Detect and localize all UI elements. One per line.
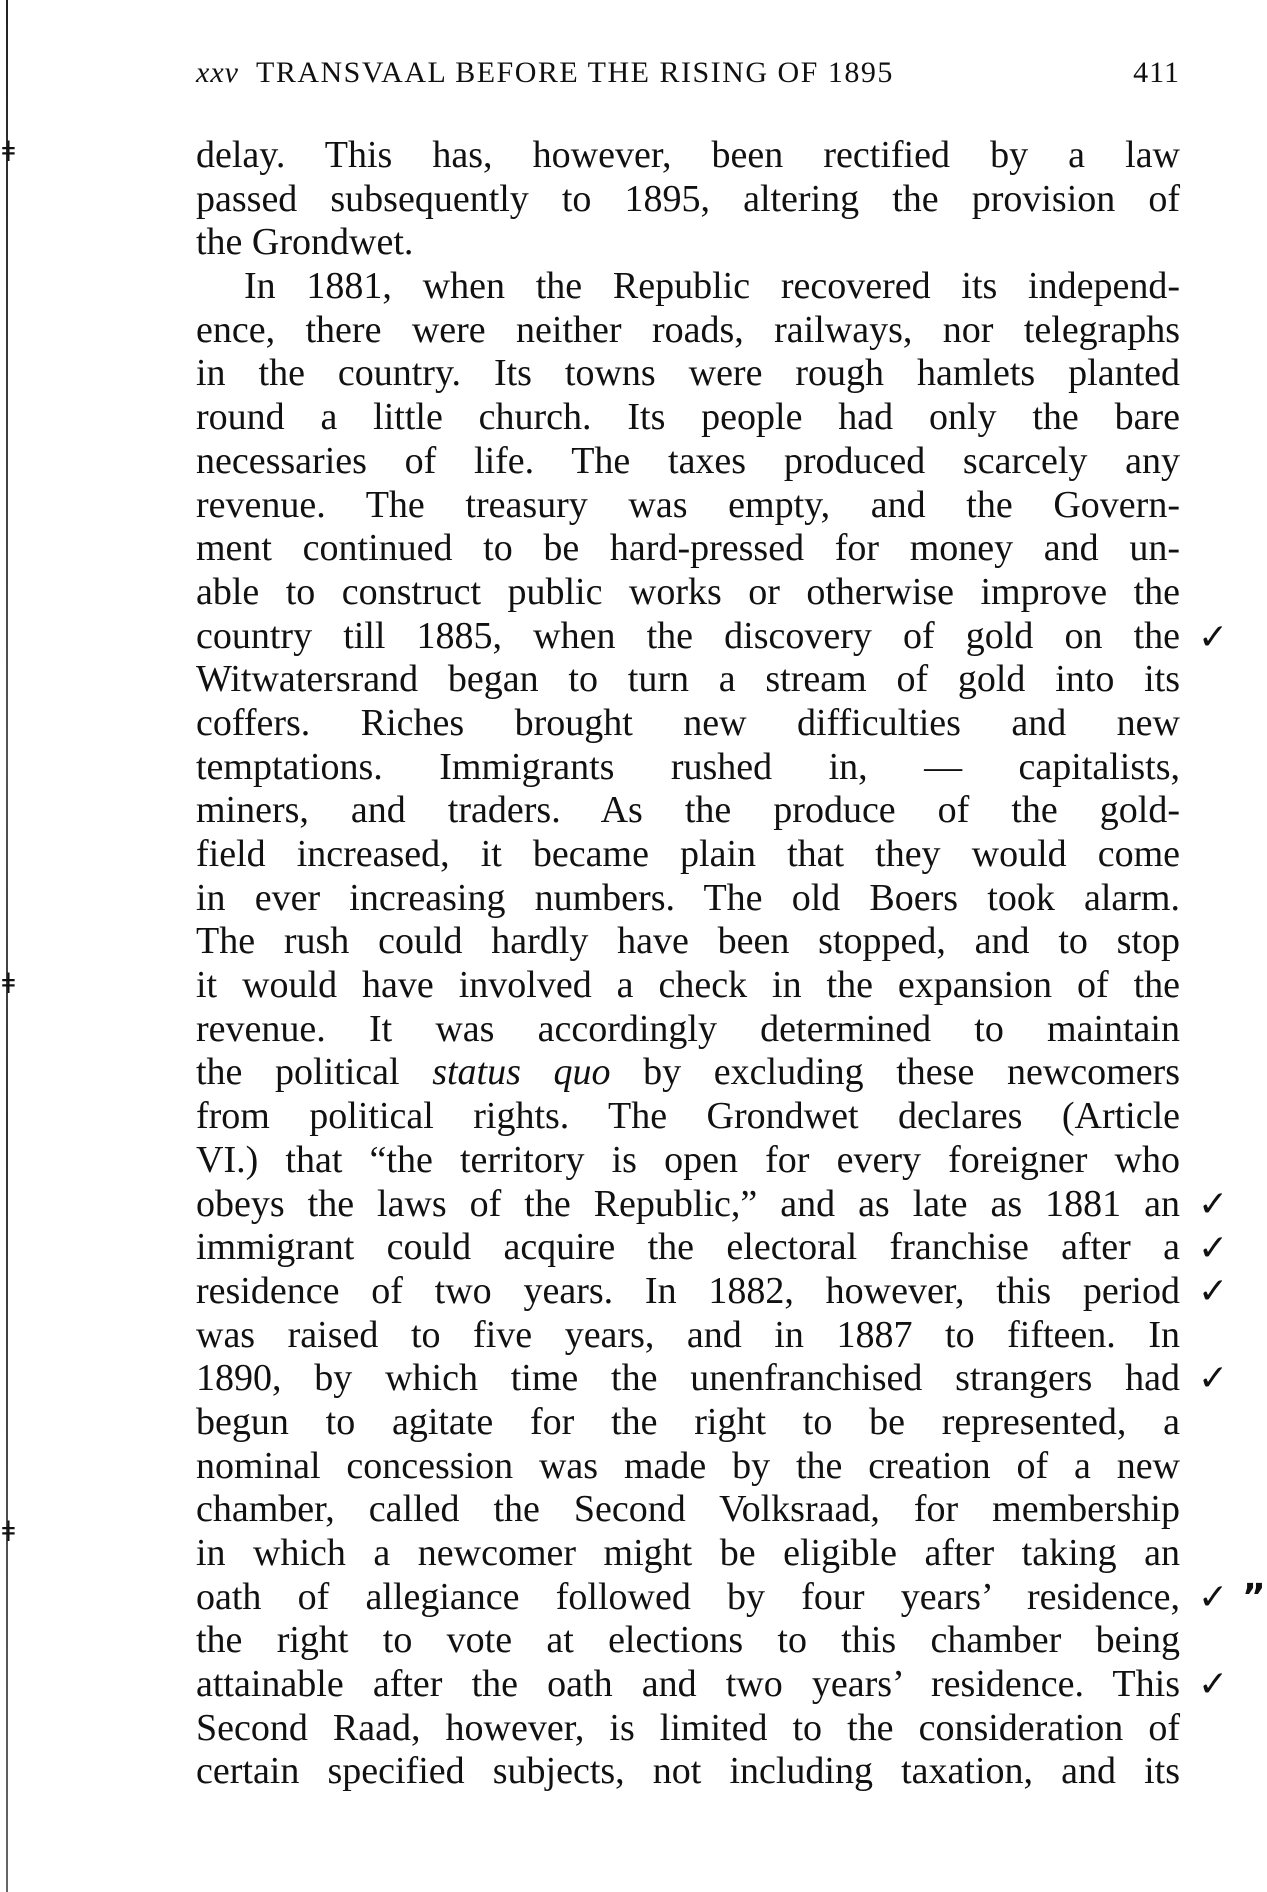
text-line: oath of allegiance followed by four years’ residence, bbox=[196, 1575, 1180, 1618]
text-segment: by excluding these newcomers bbox=[610, 1051, 1180, 1094]
text-line: passed subsequently to 1895, altering the provision of bbox=[196, 177, 1180, 220]
text-line: immigrant could acquire the electoral franchise after a bbox=[196, 1226, 1180, 1269]
text-line: The rush could hardly have been stopped, and to stop bbox=[196, 920, 1180, 963]
handwritten-check-mark: ✓ bbox=[1198, 1358, 1229, 1399]
gutter-tick-mark: ǂ bbox=[2, 967, 15, 1000]
binding-gutter-line bbox=[6, 0, 8, 1892]
gutter-tick-mark: ǂ bbox=[2, 135, 15, 168]
text-line: VI.) that “the territory is open for every foreigner who bbox=[196, 1138, 1180, 1181]
text-line: ence, there were neither roads, railways, nor telegraphs bbox=[196, 308, 1180, 351]
text-line: revenue. It was accordingly determined to maintain bbox=[196, 1007, 1180, 1050]
page-number: 411 bbox=[1133, 56, 1180, 89]
text-line: in ever increasing numbers. The old Boers took alarm. bbox=[196, 876, 1180, 919]
text-line: begun to agitate for the right to be represented, a bbox=[196, 1400, 1180, 1443]
text-line: able to construct public works or otherwise improve the bbox=[196, 570, 1180, 613]
text-line: revenue. The treasury was empty, and the Govern- bbox=[196, 483, 1180, 526]
handwritten-check-mark: ✓ bbox=[1198, 1228, 1229, 1269]
text-line: Second Raad, however, is limited to the consideration of bbox=[196, 1706, 1180, 1749]
paragraph-start-line: In 1881, when the Republic recovered its independ- bbox=[244, 265, 1180, 308]
handwritten-check-mark: ✓ bbox=[1198, 1577, 1229, 1618]
text-line: in the country. Its towns were rough hamlets planted bbox=[196, 352, 1180, 395]
text-segment: the political bbox=[196, 1051, 433, 1094]
text-line: ment continued to be hard-pressed for money and un- bbox=[196, 527, 1180, 570]
text-line: temptations. Immigrants rushed in, — capitalists, bbox=[196, 745, 1180, 788]
handwritten-ditto-mark: ” bbox=[1242, 1577, 1266, 1618]
text-line: residence of two years. In 1882, however, this period bbox=[196, 1269, 1180, 1312]
text-line: in which a newcomer might be eligible after taking an bbox=[196, 1532, 1180, 1574]
body-text bbox=[196, 134, 1180, 1794]
handwritten-check-mark: ✓ bbox=[1198, 1271, 1229, 1312]
text-line: obeys the laws of the Republic,” and as late as 1881 an bbox=[196, 1182, 1180, 1225]
text-line: from political rights. The Grondwet declares (Article bbox=[196, 1095, 1180, 1138]
text-line-status-quo bbox=[196, 1051, 1180, 1095]
handwritten-check-mark: ✓ bbox=[1198, 1184, 1229, 1225]
text-line: country till 1885, when the discovery of gold on the bbox=[196, 614, 1180, 657]
handwritten-check-mark: ✓ bbox=[1198, 617, 1229, 658]
running-head bbox=[196, 56, 1180, 96]
text-line: was raised to five years, and in 1887 to fifteen. In bbox=[196, 1313, 1180, 1356]
gutter-tick-mark: ǂ bbox=[2, 1515, 15, 1548]
italic-phrase: status quo bbox=[432, 1051, 611, 1094]
text-line: round a little church. Its people had only the bare bbox=[196, 396, 1180, 439]
text-line: delay. This has, however, been rectified by a law bbox=[196, 134, 1180, 176]
text-line: certain specified subjects, not including taxation, and its bbox=[196, 1750, 1180, 1793]
running-title: TRANSVAAL BEFORE THE RISING OF 1895 bbox=[256, 56, 894, 89]
text-line: nominal concession was made by the creation of a new bbox=[196, 1444, 1180, 1487]
text-line: coffers. Riches brought new difficulties and new bbox=[196, 701, 1180, 744]
text-line: miners, and traders. As the produce of the gold- bbox=[196, 789, 1180, 832]
text-line: the right to vote at elections to this chamber being bbox=[196, 1619, 1180, 1662]
chapter-number: xxv bbox=[196, 56, 239, 89]
text-line: necessaries of life. The taxes produced scarcely any bbox=[196, 439, 1180, 482]
text-line: the Grondwet. bbox=[196, 221, 414, 264]
text-line: field increased, it became plain that they would come bbox=[196, 833, 1180, 875]
text-line: 1890, by which time the unenfranchised strangers had bbox=[196, 1357, 1180, 1400]
handwritten-check-mark: ✓ bbox=[1198, 1664, 1229, 1705]
text-line: Witwatersrand began to turn a stream of gold into its bbox=[196, 658, 1180, 701]
text-line: it would have involved a check in the expansion of the bbox=[196, 964, 1180, 1007]
text-line: chamber, called the Second Volksraad, for membership bbox=[196, 1488, 1180, 1531]
text-line: attainable after the oath and two years’ residence. This bbox=[196, 1663, 1180, 1706]
